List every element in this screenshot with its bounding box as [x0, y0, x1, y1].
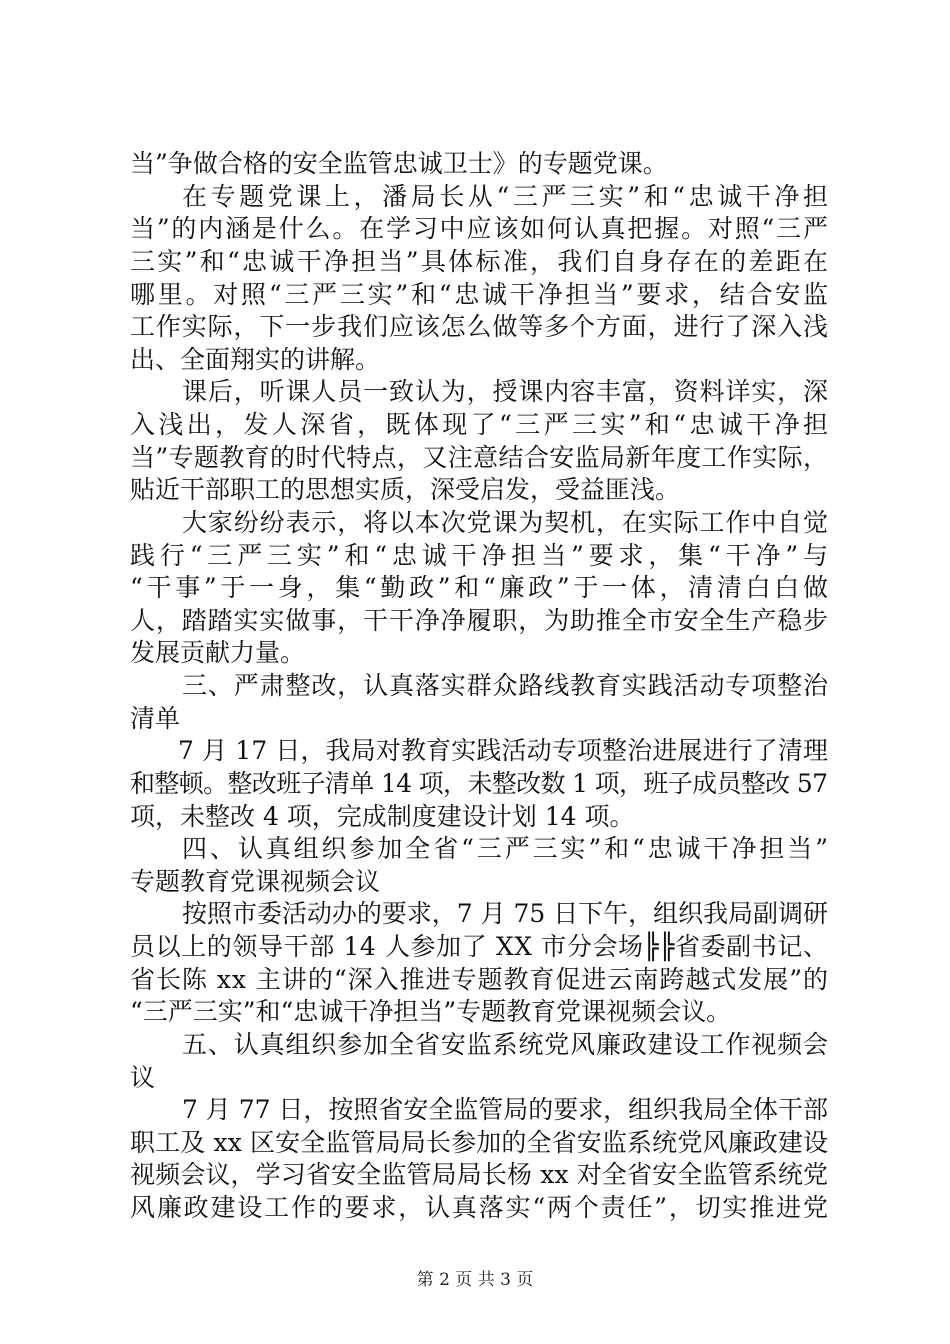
text-line: 当”争做合格的安全监管忠诚卫士》的专题党课。	[130, 149, 668, 178]
text-line: 视频会议，学习省安全监管局局长杨 xx 对全省安全监管系统党	[130, 1160, 829, 1189]
text-line: “三严三实”和“忠诚干净担当”专题教育党课视频会议。	[130, 997, 732, 1026]
text-line: 哪里。对照“三严三实”和“忠诚干净担当”要求，结合安监	[130, 280, 831, 309]
text-line: 发展贡献力量。	[130, 638, 306, 667]
text-line: 三实”和“忠诚干净担当”具体标准，我们自身存在的差距在	[130, 247, 831, 276]
text-line: 按照市委活动办的要求，7 月 75 日下午，组织我局副调研	[182, 899, 828, 928]
text-line: 员以上的领导干部 14 人参加了 XX 市分会场╠╠省委副书记、	[130, 932, 829, 961]
text-line: 项，未整改 4 项，完成制度建设计划 14 项。	[130, 802, 635, 831]
text-line: 贴近干部职工的思想实质，深受启发，受益匪浅。	[130, 475, 681, 504]
text-line: 课后，听课人员一致认为，授课内容丰富，资料详实，深	[182, 377, 829, 406]
text-line: 五、认真组织参加全省安监系统党风廉政建设工作视频会	[182, 1030, 829, 1059]
text-line: “干事”于一身，集“勤政”和“廉政”于一体，清清白白做	[130, 573, 832, 602]
text-line: 大家纷纷表示，将以本次党课为契机，在实际工作中自觉	[182, 508, 829, 537]
text-line: 职工及 xx 区安全监管局局长参加的全省安监系统党风廉政建设	[130, 1128, 829, 1157]
text-line: 清单	[130, 704, 181, 733]
text-line: 践行“三严三实”和“忠诚干净担当”要求，集“干净”与	[130, 541, 833, 570]
text-line: 出、全面翔实的讲解。	[130, 345, 381, 374]
page-footer: 第 2 页 共 3 页	[416, 1270, 534, 1290]
text-line: 入浅出，发人深省，既体现了“三严三实”和“忠诚干净担	[130, 410, 832, 439]
text-line: 专题教育党课视频会议	[130, 867, 381, 896]
text-line: 工作实际，下一步我们应该怎么做等多个方面，进行了深入浅	[130, 312, 829, 341]
text-line: 省长陈 xx 主讲的“深入推进专题教育促进云南跨越式发展”的	[130, 965, 829, 994]
text-line: 在专题党课上，潘局长从“三严三实”和“忠诚干净担	[182, 182, 832, 211]
text-line: 和整顿。整改班子清单 14 项，未整改数 1 项，班子成员整改 57	[130, 769, 828, 798]
text-line: 人，踏踏实实做事，干干净净履职，为助推全市安全生产稳步	[130, 606, 829, 635]
text-line: 7 月 77 日，按照省安全监管局的要求，组织我局全体干部	[182, 1095, 828, 1124]
text-line: 四、认真组织参加全省“三严三实”和“忠诚干净担当”	[182, 834, 831, 863]
text-line: 三、严肃整改，认真落实群众路线教育实践活动专项整治	[182, 671, 829, 700]
text-line: 当”的内涵是什么。在学习中应该如何认真把握。对照“三严	[130, 214, 830, 243]
text-line: 风廉政建设工作的要求，认真落实“两个责任”，切实推进党	[130, 1193, 830, 1222]
text-line: 7 月 17 日，我局对教育实践活动专项整治进展进行了清理	[178, 736, 829, 765]
text-line: 当”专题教育的时代特点，又注意结合安监局新年度工作实际，	[130, 443, 829, 472]
text-line: 议	[130, 1063, 156, 1092]
